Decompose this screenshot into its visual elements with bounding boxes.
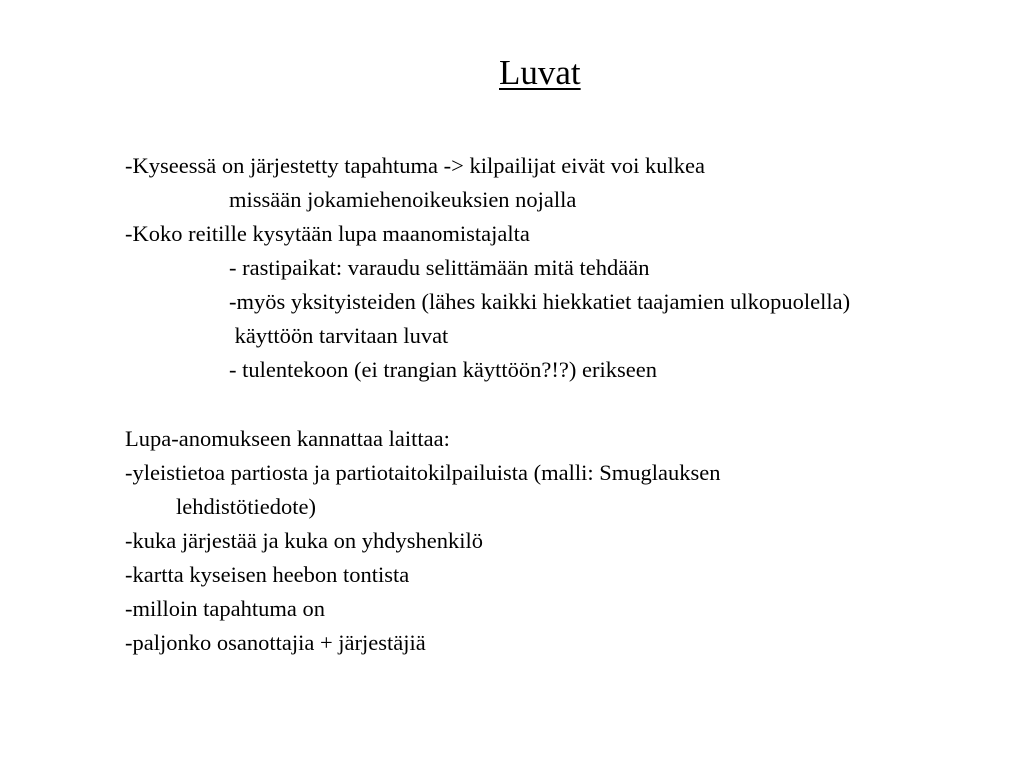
body-line: - rastipaikat: varaudu selittämään mitä tehdään [229,255,650,280]
slide-title: Luvat [499,53,581,92]
body-line: -Kyseessä on järjestetty tapahtuma -> kilpailijat eivät voi kulkea [125,153,706,178]
body-line: lehdistötiedote) [176,494,316,519]
body-line: -milloin tapahtuma on [125,596,325,621]
section-heading: Lupa-anomukseen kannattaa laittaa: [125,426,450,451]
body-line: -Koko reitille kysytään lupa maanomistajalta [125,221,530,246]
body-line: -kuka järjestää ja kuka on yhdyshenkilö [125,528,484,553]
body-line: -yleistietoa partiosta ja partiotaitokilpailuista (malli: Smuglauksen [125,460,721,485]
body-line: -myös yksityisteiden (lähes kaikki hiekkatiet taajamien ulkopuolella) [229,289,851,314]
body-line: -kartta kyseisen heebon tontista [125,562,410,587]
body-line: käyttöön tarvitaan luvat [229,323,449,348]
body-line: -paljonko osanottajia + järjestäjiä [125,630,426,655]
body-line: - tulentekoon (ei trangian käyttöön?!?) erikseen [229,357,657,382]
body-line: missään jokamiehenoikeuksien nojalla [229,187,577,212]
